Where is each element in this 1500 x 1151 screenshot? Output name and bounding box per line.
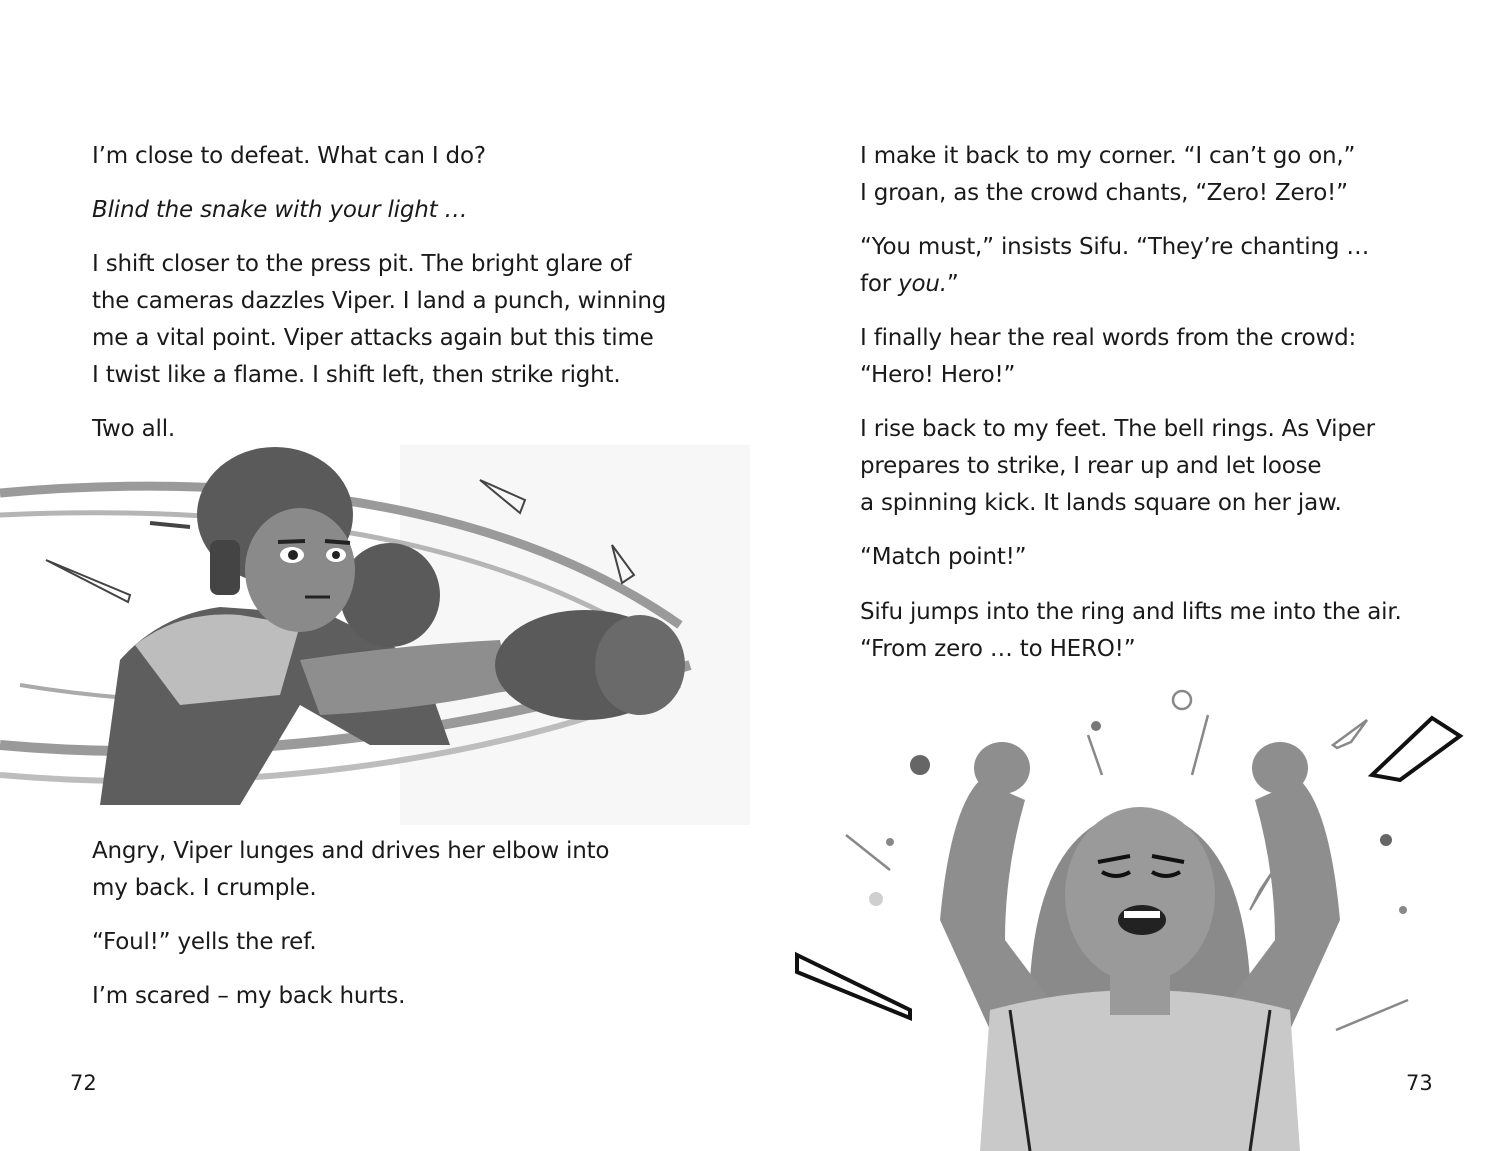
text-line: “You must,” insists Sifu. “They’re chanting …: [860, 234, 1370, 260]
emphasized-word: you.: [898, 271, 947, 297]
paragraph-scared: [92, 978, 405, 1015]
text-line: I shift closer to the press pit. The bright glare of: [92, 251, 632, 277]
text-line: [860, 266, 1369, 303]
text-line: a spinning kick. It lands square on her jaw.: [860, 490, 1342, 516]
text-line: Blind the snake with your light …: [92, 197, 468, 223]
text-line: Two all.: [92, 416, 176, 442]
text-line: I make it back to my corner. “I can’t go on,”: [860, 143, 1356, 169]
text-line: I’m close to defeat. What can I do?: [92, 143, 486, 169]
text-line: prepares to strike, I rear up and let loose: [860, 453, 1322, 479]
paragraph-press-pit: [92, 246, 666, 394]
boxer-punch-illustration: [0, 445, 750, 825]
right-page: [750, 0, 1500, 1151]
text-line: my back. I crumple.: [92, 875, 317, 901]
paragraph-viper-lunges: [92, 833, 609, 907]
paragraph-back-to-corner: [860, 138, 1355, 212]
paragraph-you-must: [860, 229, 1369, 303]
text-line: me a vital point. Viper attacks again but this time: [92, 325, 654, 351]
text-line: “Hero! Hero!”: [860, 362, 1016, 388]
paragraph-two-all: [92, 411, 175, 448]
text-line: “From zero … to HERO!”: [860, 636, 1136, 662]
text-line: “Foul!” yells the ref.: [92, 929, 317, 955]
text-line: I finally hear the real words from the crowd:: [860, 325, 1357, 351]
paragraph-match-point: [860, 539, 1026, 576]
text-line: Sifu jumps into the ring and lifts me into the air.: [860, 599, 1402, 625]
page-number-right: 73: [1406, 1071, 1433, 1095]
page-number-left: 72: [70, 1071, 97, 1095]
text-line: Angry, Viper lunges and drives her elbow into: [92, 838, 610, 864]
text-fragment: ”: [946, 271, 959, 297]
text-line: I groan, as the crowd chants, “Zero! Zero!”: [860, 180, 1348, 206]
paragraph-zero-to-hero: [860, 594, 1402, 668]
paragraph-blind-snake: [92, 192, 467, 229]
text-line: I rise back to my feet. The bell rings. As Viper: [860, 416, 1375, 442]
text-line: the cameras dazzles Viper. I land a punch, winning: [92, 288, 667, 314]
paragraph-spinning-kick: [860, 411, 1375, 522]
text-line: I twist like a flame. I shift left, then strike right.: [92, 362, 621, 388]
text-line: I’m scared – my back hurts.: [92, 983, 406, 1009]
celebrating-girl-illustration: [780, 680, 1500, 1151]
paragraph-real-words: [860, 320, 1356, 394]
paragraph-foul: [92, 924, 316, 961]
text-fragment: for: [860, 271, 899, 297]
paragraph-defeat: [92, 138, 486, 175]
text-line: “Match point!”: [860, 544, 1027, 570]
